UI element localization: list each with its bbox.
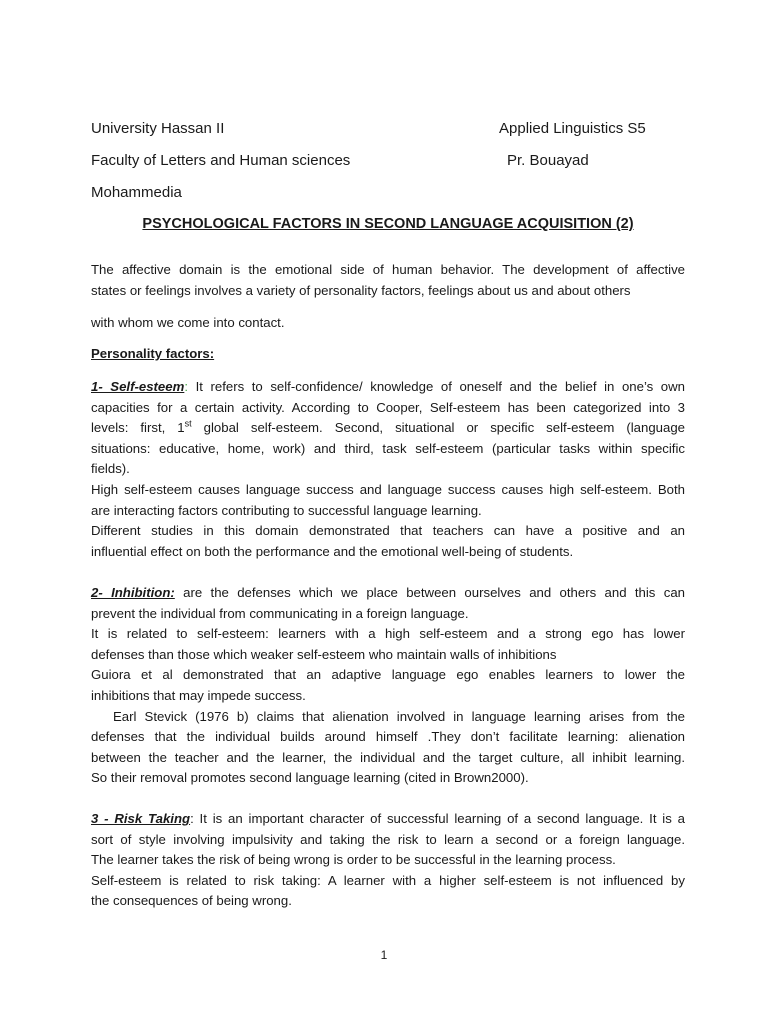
risk-taking-line (91, 809, 685, 830)
intro-line: with whom we come into contact. (91, 315, 285, 330)
self-esteem-text: global self-esteem. Second, situational or specific self-esteem (language (191, 420, 686, 436)
risk-taking-text: : It is an important character of successful learning of a second language. It is a (190, 811, 685, 826)
city-name: Mohammedia (91, 184, 182, 201)
self-esteem-line: fields). (91, 461, 130, 477)
risk-taking-line: The learner takes the risk of being wrong is order to be successful in the learning process. (91, 852, 616, 868)
faculty-name: Faculty of Letters and Human sciences (91, 152, 351, 169)
page-number: 1 (380, 948, 388, 962)
self-esteem-label: 1- Self-esteem (91, 379, 185, 394)
ordinal-suffix: st (184, 418, 192, 429)
self-esteem-colon: : (184, 379, 188, 394)
self-esteem-line: situations: educative, home, work) and third, task self-esteem (particular tasks within specific (91, 440, 685, 456)
inhibition-line: defenses than those which weaker self-esteem who maintain walls of inhibitions (91, 646, 557, 662)
self-esteem-text: It refers to self-confidence/ knowledge of oneself and the belief in one’s own (188, 379, 685, 394)
self-esteem-section (91, 377, 685, 562)
inhibition-line: between the teacher and the learner, the individual and the target culture, all inhibit learning. (91, 749, 685, 765)
self-esteem-line: Different studies in this domain demonstrated that teachers can have a positive and an (91, 523, 685, 539)
intro-paragraph (91, 260, 685, 301)
inhibition-line: Earl Stevick (1976 b) claims that alienation involved in language learning arises from the (113, 708, 685, 724)
self-esteem-text: levels: first, 1 (91, 420, 185, 436)
inhibition-line: It is related to self-esteem: learners with a high self-esteem and a strong ego has lower (91, 626, 685, 642)
risk-taking-line: Self-esteem is related to risk taking: A learner with a higher self-esteem is not influenced by (91, 872, 685, 888)
intro-paragraph-end (91, 313, 685, 334)
inhibition-line: inhibitions that may impede success. (91, 687, 306, 703)
intro-line: The affective domain is the emotional side of human behavior. The development of affective (91, 262, 685, 277)
self-esteem-line: capacities for a certain activity. According to Cooper, Self-esteem has been categorized into 3 (91, 399, 685, 415)
risk-taking-line: the consequences of being wrong. (91, 893, 292, 909)
professor-name: Pr. Bouayad (507, 152, 589, 169)
inhibition-line: So their removal promotes second language learning (cited in Brown2000). (91, 770, 529, 786)
inhibition-line: prevent the individual from communicating in a foreign language. (91, 605, 469, 621)
self-esteem-line (91, 377, 685, 398)
self-esteem-line: High self-esteem causes language success and language success causes high self-esteem. Both (91, 481, 685, 497)
risk-taking-label: 3 - Risk Taking (91, 811, 191, 826)
intro-line: states or feelings involves a variety of personality factors, feelings about us and about others (91, 282, 631, 298)
document-title: PSYCHOLOGICAL FACTORS IN SECOND LANGUAGE ACQUISITION (2) (142, 216, 634, 232)
personality-factors-heading: Personality factors: (91, 346, 215, 361)
university-name: University Hassan II (91, 120, 225, 137)
self-esteem-line (91, 418, 685, 439)
inhibition-text: are the defenses which we place between ourselves and others and this can (174, 585, 686, 600)
course-name: Applied Linguistics S5 (499, 120, 646, 137)
inhibition-section (91, 583, 685, 789)
inhibition-line: Guiora et al demonstrated that an adaptive language ego enables learners to lower the (91, 667, 685, 683)
self-esteem-line: influential effect on both the performance and the emotional well-being of students. (91, 543, 574, 559)
inhibition-line: defenses that the individual builds around himself .They don’t facilitate learning: alienation (91, 729, 685, 745)
inhibition-line (91, 583, 685, 604)
risk-taking-section (91, 809, 685, 912)
inhibition-label: 2- Inhibition: (91, 585, 175, 600)
self-esteem-line: are interacting factors contributing to successful language learning. (91, 502, 482, 518)
risk-taking-line: sort of style involving impulsivity and taking the risk to learn a second or a foreign language. (91, 831, 685, 847)
